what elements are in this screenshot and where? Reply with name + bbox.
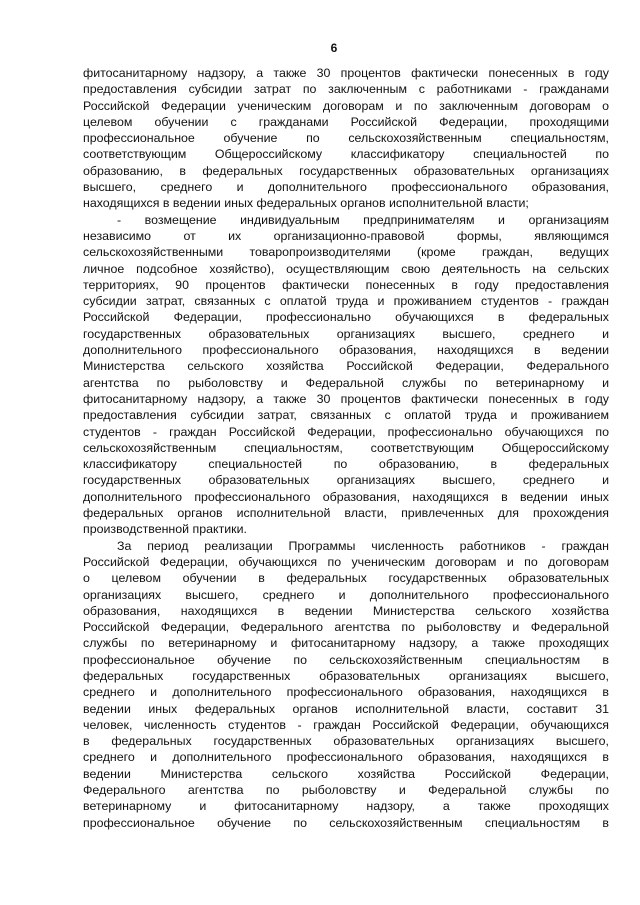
text-line: фитосанитарному надзору, а также 30 процентов фактически понесенных в году [83, 391, 609, 406]
text-line: сельскохозяйственным специальностям, соответствующим Общероссийскому [83, 440, 609, 455]
text-line: независимо от их организационно-правовой формы, являющимся [83, 228, 609, 243]
text-line: находящихся в ведении иных федеральных органов исполнительной власти; [83, 196, 529, 211]
text-line: ведении иных федеральных органов исполнительной власти, составит 31 [83, 701, 609, 716]
text-line: студентов - граждан Российской Федерации, профессионально обучающихся по [83, 424, 609, 439]
text-line: дополнительного профессионального образования, находящихся в ведении [83, 343, 609, 358]
body-text [83, 65, 609, 831]
text-line: ведении Министерства сельского хозяйства Российской Федерации, [83, 766, 609, 781]
text-line: ветеринарному и фитосанитарному надзору, а также проходящих [83, 799, 609, 814]
text-line: среднего и дополнительного профессионального образования, находящихся в [83, 750, 609, 765]
text-line: Министерства сельского хозяйства Российской Федерации, Федерального [83, 359, 609, 374]
text-line: производственной практики. [83, 522, 247, 537]
text-line: государственных образовательных организациях высшего, среднего и [83, 326, 609, 341]
text-line: государственных образовательных организациях высшего, среднего и [83, 473, 609, 488]
text-line: образованию, в федеральных государственных образовательных организациях [83, 163, 609, 178]
text-line: образования, находящихся в ведении Министерства сельского хозяйства [83, 603, 609, 618]
text-line: целевом обучении с гражданами Российской Федерации, проходящими [83, 114, 609, 129]
text-line: соответствующим Общероссийскому классификатору специальностей по [83, 147, 609, 162]
text-line: сельскохозяйственными товаропроизводителями (кроме граждан, ведущих [83, 245, 609, 260]
text-line: службы по ветеринарному и фитосанитарному надзору, а также проходящих [83, 636, 609, 651]
text-line: в федеральных государственных образовательных организациях высшего, [83, 734, 609, 749]
text-line: За период реализации Программы численность работников - граждан [117, 538, 609, 553]
text-line: о целевом обучении в федеральных государственных образовательных [83, 571, 609, 586]
text-line: Федерального агентства по рыболовству и Федеральной службы по [83, 783, 609, 798]
text-line: территориях, 90 процентов фактически понесенных в году предоставления [83, 277, 609, 292]
text-line: личное подсобное хозяйство), осуществляющим свою деятельность на сельских [83, 261, 609, 276]
text-line: предоставления субсидии затрат по заключенным с работниками - гражданами [83, 82, 609, 97]
text-line: федеральных государственных образовательных организациях высшего, [83, 668, 609, 683]
text-line: федеральных органов исполнительной власти, привлеченных для прохождения [83, 506, 609, 521]
text-line: фитосанитарному надзору, а также 30 процентов фактически понесенных в году [83, 66, 609, 80]
text-line: профессиональное обучение по сельскохозяйственным специальностям в [83, 815, 609, 830]
text-line: профессиональное обучение по сельскохозяйственным специальностям, [83, 131, 609, 146]
text-line: дополнительного профессионального образования, находящихся в ведении иных [83, 489, 609, 504]
text-line: человек, численность студентов - граждан Российской Федерации, обучающихся [83, 717, 609, 732]
text-line: классификатору специальностей по образованию, в федеральных [83, 457, 609, 472]
text-line: - возмещение индивидуальным предпринимателям и организациям [117, 212, 609, 227]
text-line: предоставления субсидии затрат, связанных с оплатой труда и проживанием [83, 408, 609, 423]
text-line: высшего, среднего и дополнительного профессионального образования, [83, 180, 609, 195]
text-line: субсидии затрат, связанных с оплатой труда и проживанием студентов - граждан [83, 294, 609, 309]
text-line: Российской Федерации, профессионально обучающихся в федеральных [83, 310, 609, 325]
text-line: среднего и дополнительного профессионального образования, находящихся в [83, 685, 609, 700]
page-number: 6 [330, 41, 338, 55]
text-line: Российской Федерации, Федерального агентства по рыболовству и Федеральной [83, 620, 609, 635]
text-line: Российской Федерации, обучающихся по ученическим договорам и по договорам [83, 554, 609, 569]
text-line: организациях высшего, среднего и дополнительного профессионального [83, 587, 609, 602]
text-line: профессиональное обучение по сельскохозяйственным специальностям в [83, 652, 609, 667]
text-line: Российской Федерации ученическим договорам и по заключенным договорам о [83, 98, 609, 113]
text-line: агентства по рыболовству и Федеральной службы по ветеринарному и [83, 375, 609, 390]
